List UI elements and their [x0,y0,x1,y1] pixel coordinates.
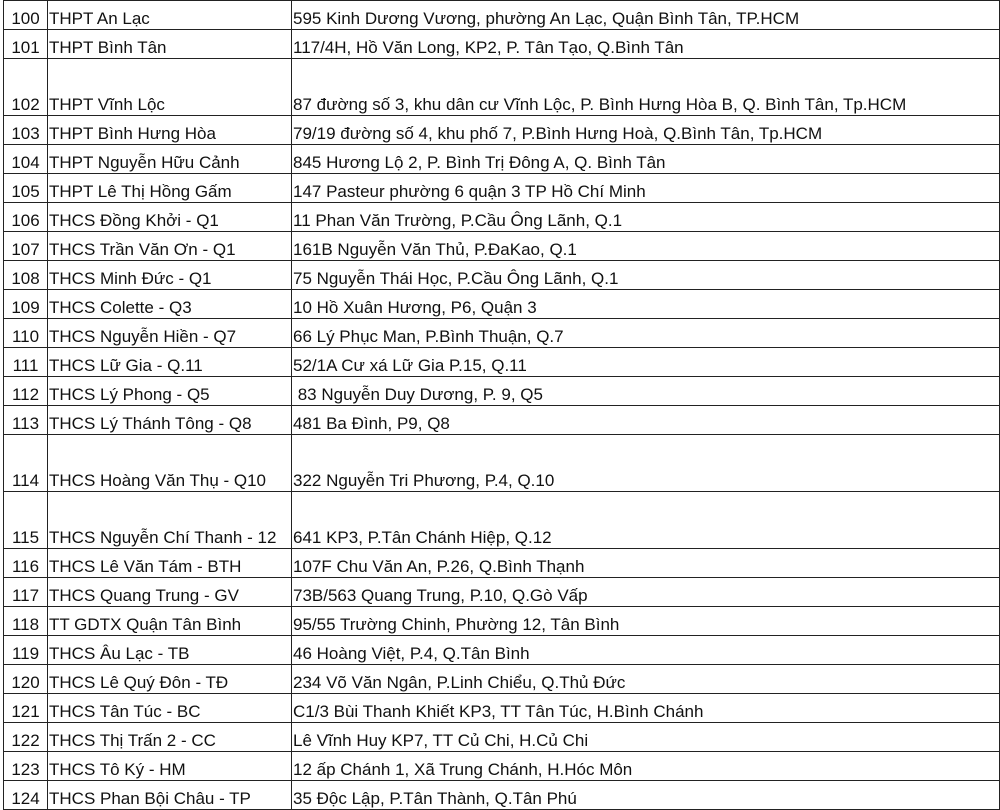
table-row [4,607,1000,636]
school-address[interactable]: 83 Nguyễn Duy Dương, P. 9, Q5 [292,377,1000,406]
school-address[interactable]: 161B Nguyễn Văn Thủ, P.ĐaKao, Q.1 [292,232,1000,261]
school-name[interactable]: THCS Phan Bội Châu - TP [48,781,292,810]
school-name[interactable]: THPT Vĩnh Lộc [48,59,292,116]
school-address[interactable]: 107F Chu Văn An, P.26, Q.Bình Thạnh [292,549,1000,578]
table-row [4,232,1000,261]
row-number[interactable]: 110 [4,319,48,348]
school-address[interactable]: 481 Ba Đình, P9, Q8 [292,406,1000,435]
school-name[interactable]: THCS Nguyễn Hiền - Q7 [48,319,292,348]
school-address[interactable]: 12 ấp Chánh 1, Xã Trung Chánh, H.Hóc Môn [292,752,1000,781]
table-row [4,1,1000,30]
school-name[interactable]: THCS Thị Trấn 2 - CC [48,723,292,752]
school-name[interactable]: THCS Lữ Gia - Q.11 [48,348,292,377]
school-name[interactable]: THCS Lê Quý Đôn - TĐ [48,665,292,694]
school-name[interactable]: THCS Lê Văn Tám - BTH [48,549,292,578]
table-row [4,781,1000,810]
row-number[interactable]: 124 [4,781,48,810]
school-address[interactable]: 35 Độc Lập, P.Tân Thành, Q.Tân Phú [292,781,1000,810]
row-number[interactable]: 118 [4,607,48,636]
table-row [4,377,1000,406]
table-row [4,406,1000,435]
school-address[interactable]: 10 Hồ Xuân Hương, P6, Quận 3 [292,290,1000,319]
table-row [4,723,1000,752]
school-address[interactable]: 66 Lý Phục Man, P.Bình Thuận, Q.7 [292,319,1000,348]
school-name[interactable]: THCS Hoàng Văn Thụ - Q10 [48,435,292,492]
row-number[interactable]: 115 [4,492,48,549]
row-number[interactable]: 120 [4,665,48,694]
row-number[interactable]: 114 [4,435,48,492]
school-name[interactable]: THCS Lý Phong - Q5 [48,377,292,406]
school-name[interactable]: TT GDTX Quận Tân Bình [48,607,292,636]
row-number[interactable]: 121 [4,694,48,723]
row-number[interactable]: 111 [4,348,48,377]
school-address[interactable]: 46 Hoàng Việt, P.4, Q.Tân Bình [292,636,1000,665]
school-address[interactable]: 87 đường số 3, khu dân cư Vĩnh Lộc, P. Bình Hưng Hòa B, Q. Bình Tân, Tp.HCM [292,59,1000,116]
school-address[interactable]: 73B/563 Quang Trung, P.10, Q.Gò Vấp [292,578,1000,607]
table-row [4,116,1000,145]
school-address[interactable]: 322 Nguyễn Tri Phương, P.4, Q.10 [292,435,1000,492]
row-number[interactable]: 112 [4,377,48,406]
school-address[interactable]: Lê Vĩnh Huy KP7, TT Củ Chi, H.Củ Chi [292,723,1000,752]
table-row [4,290,1000,319]
school-name[interactable]: THCS Nguyễn Chí Thanh - 12 [48,492,292,549]
school-address[interactable]: 147 Pasteur phường 6 quận 3 TP Hồ Chí Minh [292,174,1000,203]
table-row [4,261,1000,290]
school-address[interactable]: 75 Nguyễn Thái Học, P.Cầu Ông Lãnh, Q.1 [292,261,1000,290]
school-name[interactable]: THCS Minh Đức - Q1 [48,261,292,290]
row-number[interactable]: 109 [4,290,48,319]
school-address[interactable]: 595 Kinh Dương Vương, phường An Lạc, Quận Bình Tân, TP.HCM [292,1,1000,30]
school-name[interactable]: THCS Âu Lạc - TB [48,636,292,665]
school-address[interactable]: 52/1A Cư xá Lữ Gia P.15, Q.11 [292,348,1000,377]
school-address[interactable]: 234 Võ Văn Ngân, P.Linh Chiểu, Q.Thủ Đức [292,665,1000,694]
school-address[interactable]: 95/55 Trường Chinh, Phường 12, Tân Bình [292,607,1000,636]
table-row [4,578,1000,607]
school-address[interactable]: 11 Phan Văn Trường, P.Cầu Ông Lãnh, Q.1 [292,203,1000,232]
school-name[interactable]: THPT Bình Tân [48,30,292,59]
row-number[interactable]: 105 [4,174,48,203]
school-name[interactable]: THCS Trần Văn Ơn - Q1 [48,232,292,261]
row-number[interactable]: 102 [4,59,48,116]
row-number[interactable]: 117 [4,578,48,607]
row-number[interactable]: 103 [4,116,48,145]
table-row [4,59,1000,116]
row-number[interactable]: 119 [4,636,48,665]
row-number[interactable]: 100 [4,1,48,30]
table-row [4,435,1000,492]
row-number[interactable]: 113 [4,406,48,435]
row-number[interactable]: 108 [4,261,48,290]
table-row [4,30,1000,59]
row-number[interactable]: 123 [4,752,48,781]
row-number[interactable]: 116 [4,549,48,578]
school-address[interactable]: 641 KP3, P.Tân Chánh Hiệp, Q.12 [292,492,1000,549]
school-name[interactable]: THPT Nguyễn Hữu Cảnh [48,145,292,174]
table-row [4,203,1000,232]
table-row [4,145,1000,174]
school-name[interactable]: THPT Bình Hưng Hòa [48,116,292,145]
school-name[interactable]: THCS Lý Thánh Tông - Q8 [48,406,292,435]
school-name[interactable]: THPT An Lạc [48,1,292,30]
table-row [4,174,1000,203]
table-row [4,694,1000,723]
school-address[interactable]: 117/4H, Hồ Văn Long, KP2, P. Tân Tạo, Q.Bình Tân [292,30,1000,59]
row-number[interactable]: 106 [4,203,48,232]
school-table [3,0,1000,810]
table-row [4,665,1000,694]
school-name[interactable]: THCS Tô Ký - HM [48,752,292,781]
school-name[interactable]: THCS Đồng Khởi - Q1 [48,203,292,232]
row-number[interactable]: 122 [4,723,48,752]
table-row [4,549,1000,578]
school-name[interactable]: THCS Colette - Q3 [48,290,292,319]
school-name[interactable]: THCS Tân Túc - BC [48,694,292,723]
table-row [4,319,1000,348]
table-row [4,636,1000,665]
row-number[interactable]: 107 [4,232,48,261]
row-number[interactable]: 101 [4,30,48,59]
school-address[interactable]: 79/19 đường số 4, khu phố 7, P.Bình Hưng Hoà, Q.Bình Tân, Tp.HCM [292,116,1000,145]
school-address[interactable]: 845 Hương Lộ 2, P. Bình Trị Đông A, Q. Bình Tân [292,145,1000,174]
row-number[interactable]: 104 [4,145,48,174]
school-name[interactable]: THPT Lê Thị Hồng Gấm [48,174,292,203]
table-row [4,752,1000,781]
school-address[interactable]: C1/3 Bùi Thanh Khiết KP3, TT Tân Túc, H.Bình Chánh [292,694,1000,723]
school-name[interactable]: THCS Quang Trung - GV [48,578,292,607]
table-row [4,492,1000,549]
table-row [4,348,1000,377]
